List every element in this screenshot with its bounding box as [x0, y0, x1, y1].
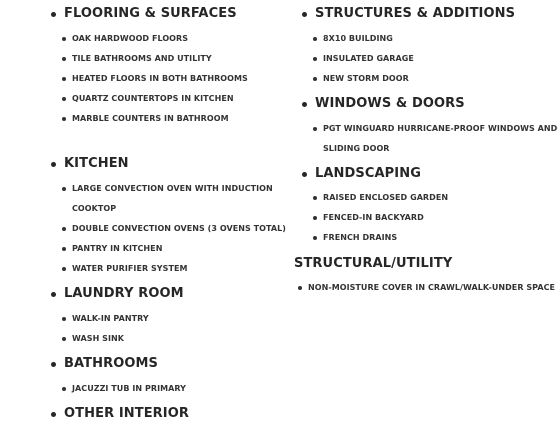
list-item: FENCED-IN BACKYARD: [323, 213, 424, 223]
bullet-icon: [313, 196, 317, 200]
bullet-icon: [62, 77, 66, 81]
bullet-icon: [51, 162, 56, 167]
list-item: TILE BATHROOMS AND UTILITY: [72, 54, 212, 64]
list-item: INSULATED GARAGE: [323, 54, 414, 64]
bullet-icon: [51, 12, 56, 17]
bullet-icon: [62, 337, 66, 341]
section-heading-structures: STRUCTURES & ADDITIONS: [315, 6, 515, 22]
list-item: MARBLE COUNTERS IN BATHROOM: [72, 114, 229, 124]
list-item: JACUZZI TUB IN PRIMARY: [72, 384, 186, 394]
list-item: WASH SINK: [72, 334, 124, 344]
section-heading-flooring: FLOORING & SURFACES: [64, 6, 237, 22]
bullet-icon: [62, 317, 66, 321]
bullet-icon: [62, 187, 66, 191]
list-item: WALK-IN PANTRY: [72, 314, 149, 324]
list-item: FRENCH DRAINS: [323, 233, 397, 243]
section-heading-kitchen: KITCHEN: [64, 156, 129, 172]
bullet-icon: [313, 216, 317, 220]
list-item: NON-MOISTURE COVER IN CRAWL/WALK-UNDER SPACE: [308, 283, 555, 293]
list-item: LARGE CONVECTION OVEN WITH INDUCTION: [72, 184, 273, 194]
list-item: NEW STORM DOOR: [323, 74, 409, 84]
bullet-icon: [62, 247, 66, 251]
bullet-icon: [62, 57, 66, 61]
bullet-icon: [313, 37, 317, 41]
section-heading-other-interior: OTHER INTERIOR: [64, 406, 189, 422]
bullet-icon: [62, 37, 66, 41]
list-item: DOUBLE CONVECTION OVENS (3 OVENS TOTAL): [72, 224, 286, 234]
section-heading-bathrooms: BATHROOMS: [64, 356, 158, 372]
bullet-icon: [62, 267, 66, 271]
bullet-icon: [62, 387, 66, 391]
list-item: WATER PURIFIER SYSTEM: [72, 264, 188, 274]
bullet-icon: [313, 127, 317, 131]
bullet-icon: [51, 292, 56, 297]
bullet-icon: [62, 227, 66, 231]
bullet-icon: [51, 412, 56, 417]
bullet-icon: [313, 57, 317, 61]
bullet-icon: [298, 286, 302, 290]
bullet-icon: [313, 236, 317, 240]
list-item: PGT WINGUARD HURRICANE-PROOF WINDOWS AND: [323, 124, 557, 134]
list-item-continuation: SLIDING DOOR: [323, 144, 390, 153]
right-column: [290, 0, 557, 432]
list-item: QUARTZ COUNTERTOPS IN KITCHEN: [72, 94, 234, 104]
section-heading-laundry: LAUNDRY ROOM: [64, 286, 184, 302]
bullet-icon: [51, 362, 56, 367]
list-item: OAK HARDWOOD FLOORS: [72, 34, 188, 44]
list-item: PANTRY IN KITCHEN: [72, 244, 162, 254]
section-heading-structural-utility: STRUCTURAL/UTILITY: [294, 256, 453, 271]
section-heading-landscaping: LANDSCAPING: [315, 166, 421, 182]
bullet-icon: [313, 77, 317, 81]
list-item: 8X10 BUILDING: [323, 34, 393, 44]
bullet-icon: [302, 102, 307, 107]
bullet-icon: [302, 12, 307, 17]
list-item-continuation: COOKTOP: [72, 204, 117, 213]
bullet-icon: [302, 172, 307, 177]
bullet-icon: [62, 97, 66, 101]
list-item: HEATED FLOORS IN BOTH BATHROOMS: [72, 74, 248, 84]
bullet-icon: [62, 117, 66, 121]
section-heading-windows: WINDOWS & DOORS: [315, 96, 465, 112]
list-item: RAISED ENCLOSED GARDEN: [323, 193, 448, 203]
